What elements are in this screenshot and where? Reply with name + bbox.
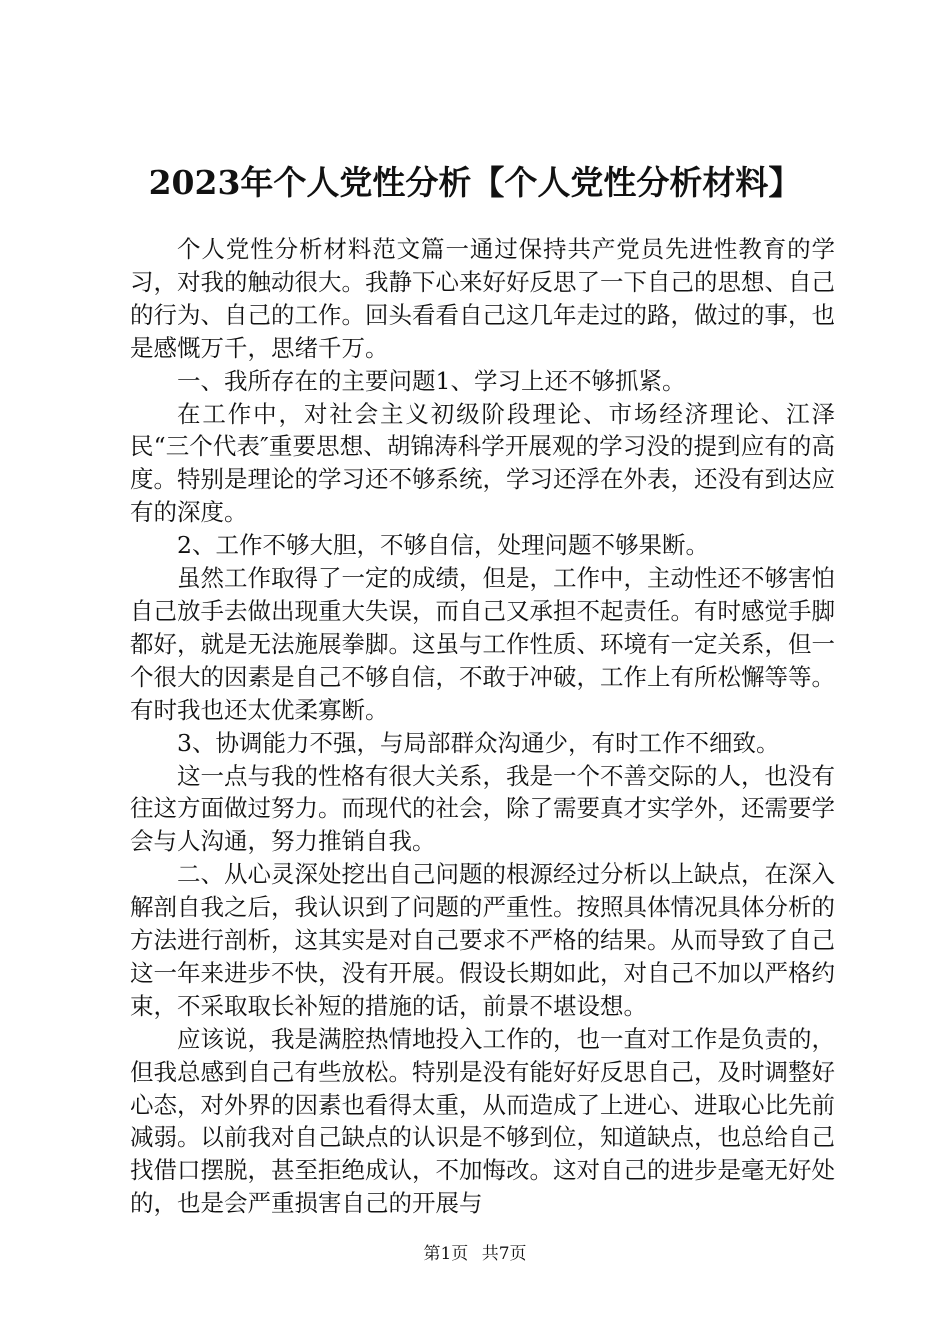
document-title: 2023年个人党性分析【个人党性分析材料】	[148, 163, 802, 202]
paragraph: 一、我所存在的主要问题1、学习上还不够抓紧。	[177, 366, 686, 395]
document-body	[130, 233, 835, 1220]
paragraph: 二、从心灵深处挖出自己问题的根源经过分析以上缺点，在深入解剖自我之后，我认识到了问题的严重性。按照具体情况具体分析的方法进行剖析，这其实是对自己要求不严格的结果。从而导致了自己这一年来进步不快，没有开展。假设长期如此，对自己不加以严格约束，不采取取长补短的措施的话，前景不堪设想。	[130, 860, 835, 1020]
paragraph: 应该说，我是满腔热情地投入工作的，也一直对工作是负责的，但我总感到自己有些放松。特别是没有能好好反思自己，及时调整好心态，对外界的因素也看得太重，从而造成了上进心、进取心比先前减弱。以前我对自己缺点的认识是不够到位，知道缺点，也总给自己找借口摆脱，甚至拒绝成认，不加悔改。这对自己的进步是毫无好处的，也是会严重损害自己的开展与	[130, 1024, 835, 1218]
paragraph: 这一点与我的性格有很大关系，我是一个不善交际的人，也没有往这方面做过努力。而现代的社会，除了需要真才实学外，还需要学会与人沟通，努力推销自我。	[130, 761, 835, 856]
paragraph: 在工作中，对社会主义初级阶段理论、市场经济理论、江泽民“三个代表″重要思想、胡锦涛科学开展观的学习没的提到应有的高度。特别是理论的学习还不够系统，学习还浮在外表，还没有到达应有的深度。	[130, 399, 835, 527]
paragraph: 虽然工作取得了一定的成绩，但是，工作中，主动性还不够害怕自己放手去做出现重大失误，而自己又承担不起责任。有时感觉手脚都好，就是无法施展拳脚。这虽与工作性质、环境有一定关系，但一个很大的因素是自己不够自信，不敢于冲破，工作上有所松懈等等。有时我也还太优柔寡断。	[130, 564, 835, 724]
page-footer	[0, 1243, 950, 1265]
page-number: 第1页	[423, 1244, 469, 1264]
page-total: 共7页	[481, 1244, 527, 1264]
paragraph: 3、协调能力不强，与局部群众沟通少，有时工作不细致。	[177, 728, 780, 757]
paragraph: 个人党性分析材料范文篇一通过保持共产党员先进性教育的学习，对我的触动很大。我静下心来好好反思了一下自己的思想、自己的行为、自己的工作。回头看看自己这几年走过的路，做过的事，也是感慨万千，思绪千万。	[130, 235, 835, 362]
paragraph: 2、工作不够大胆，不够自信，处理问题不够果断。	[177, 531, 709, 560]
